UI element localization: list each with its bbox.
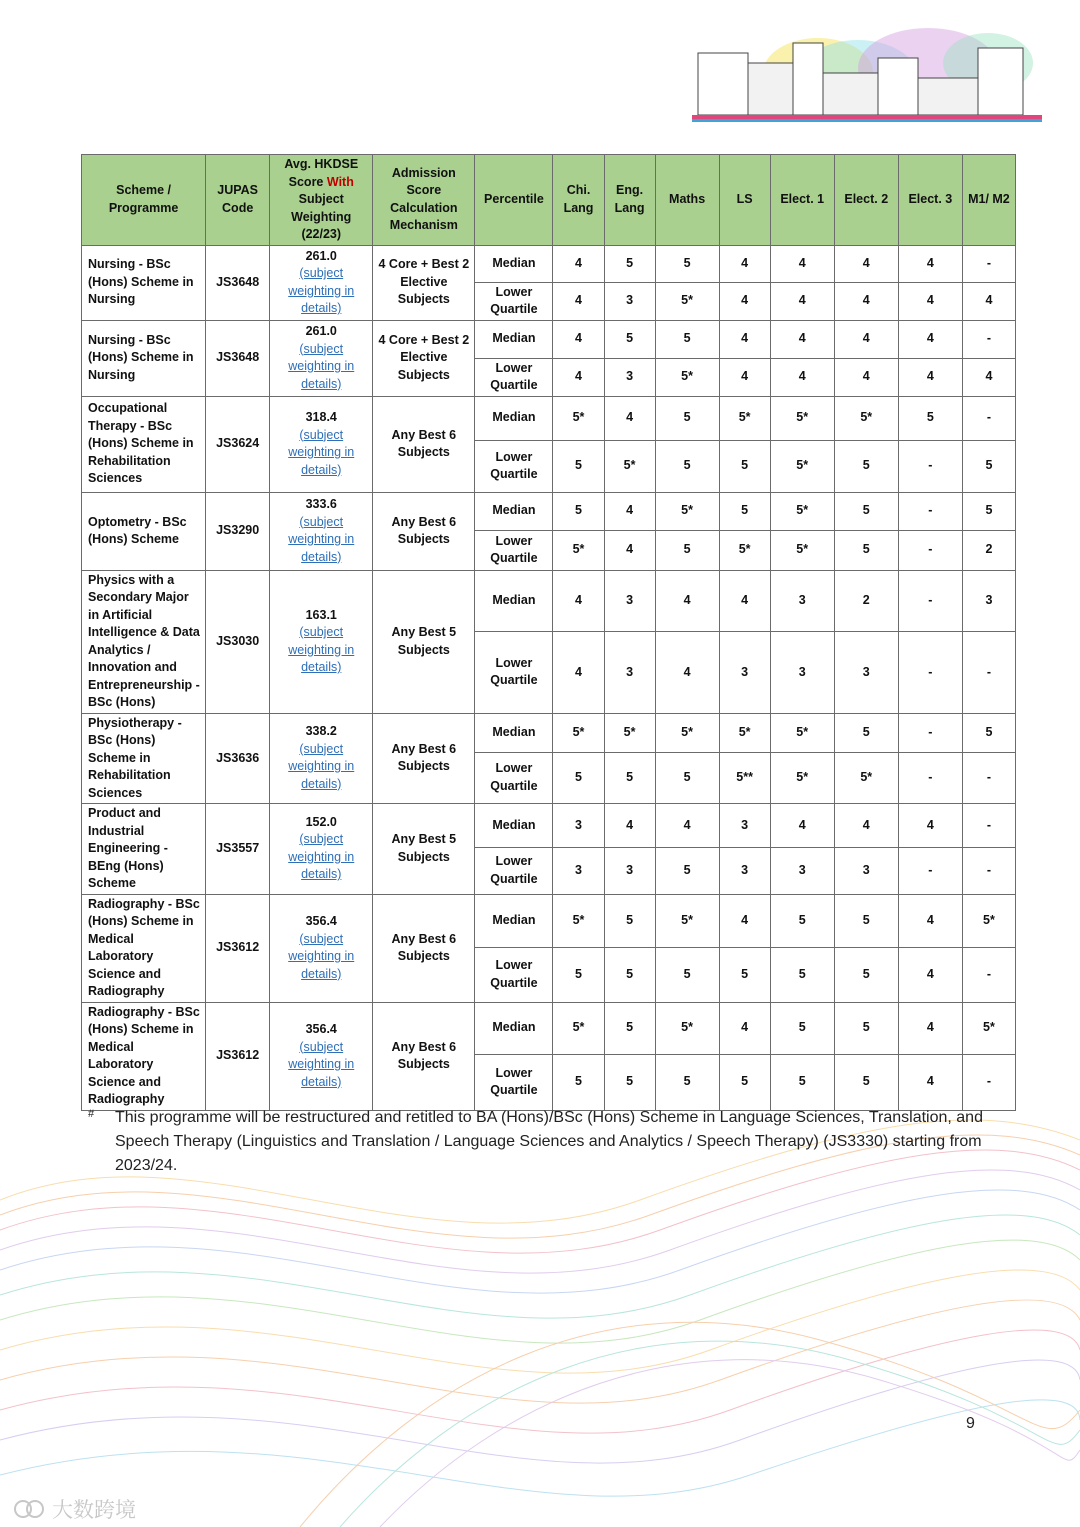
grade-eng-lang: 5 bbox=[604, 894, 655, 947]
subject-weighting-link[interactable]: (subject weighting in details) bbox=[288, 514, 355, 564]
grade-elect-1: 4 bbox=[770, 282, 834, 320]
grade-ls: 5 bbox=[719, 492, 770, 530]
grade-chi-lang: 4 bbox=[553, 320, 604, 358]
admission-mechanism: Any Best 6 Subjects bbox=[373, 396, 475, 492]
grade-elect-2: 3 bbox=[834, 632, 898, 713]
programme-name: Radiography - BSc (Hons) Scheme in Medical Laboratory Science and Radiography bbox=[82, 1002, 206, 1110]
grade-eng-lang: 4 bbox=[604, 530, 655, 570]
grade-elect-2: 5* bbox=[834, 396, 898, 440]
subject-weighting-link[interactable]: (subject weighting in details) bbox=[288, 931, 355, 981]
grade-elect-3: - bbox=[898, 848, 962, 894]
grade-elect-2: 4 bbox=[834, 804, 898, 848]
percentile-label: Median bbox=[475, 804, 553, 848]
grade-elect-1: 4 bbox=[770, 245, 834, 282]
programme-name: Optometry - BSc (Hons) Scheme bbox=[82, 492, 206, 570]
header-ls: LS bbox=[719, 155, 770, 246]
grade-chi-lang: 4 bbox=[553, 632, 604, 713]
grade-maths: 5 bbox=[655, 396, 719, 440]
avg-score-value: 261.0 bbox=[305, 324, 337, 338]
percentile-label: Lower Quartile bbox=[475, 358, 553, 396]
grade-m1-m2: - bbox=[962, 848, 1015, 894]
table-row bbox=[82, 570, 1016, 632]
footnote-text: This programme will be restructured and retitled to BA (Hons)/BSc (Hons) Scheme in Language Sciences, Translation, and Speech Therapy (Linguistics and Translation / Language Sciences and Analytics / Speech Therapy) (JS3330) starting from 2023/24. bbox=[115, 1109, 983, 1174]
grade-maths: 5* bbox=[655, 282, 719, 320]
percentile-label: Median bbox=[475, 492, 553, 530]
table-row bbox=[82, 713, 1016, 752]
avg-score-cell bbox=[270, 804, 373, 895]
percentile-label: Median bbox=[475, 245, 553, 282]
grade-elect-1: 5* bbox=[770, 752, 834, 803]
grade-ls: 4 bbox=[719, 570, 770, 632]
grade-eng-lang: 4 bbox=[604, 396, 655, 440]
grade-m1-m2: 5* bbox=[962, 894, 1015, 947]
header-admission-mechanism: Admission Score Calculation Mechanism bbox=[373, 155, 475, 246]
header-chi-lang: Chi. Lang bbox=[553, 155, 604, 246]
admission-mechanism: Any Best 6 Subjects bbox=[373, 492, 475, 570]
grade-elect-3: - bbox=[898, 530, 962, 570]
programme-name: Nursing - BSc (Hons) Scheme in Nursing bbox=[82, 245, 206, 320]
subject-weighting-link[interactable]: (subject weighting in details) bbox=[288, 741, 355, 791]
grade-elect-2: 3 bbox=[834, 848, 898, 894]
percentile-label: Lower Quartile bbox=[475, 752, 553, 803]
grade-m1-m2: - bbox=[962, 632, 1015, 713]
grade-elect-3: - bbox=[898, 713, 962, 752]
grade-maths: 5* bbox=[655, 492, 719, 530]
grade-elect-2: 5 bbox=[834, 713, 898, 752]
city-skyline-illustration bbox=[688, 18, 1050, 138]
grade-elect-3: 5 bbox=[898, 396, 962, 440]
grade-chi-lang: 5* bbox=[553, 713, 604, 752]
grade-elect-3: 4 bbox=[898, 358, 962, 396]
grade-ls: 4 bbox=[719, 282, 770, 320]
grade-ls: 3 bbox=[719, 848, 770, 894]
header-maths: Maths bbox=[655, 155, 719, 246]
grade-elect-3: 4 bbox=[898, 804, 962, 848]
percentile-label: Median bbox=[475, 894, 553, 947]
percentile-label: Lower Quartile bbox=[475, 632, 553, 713]
percentile-label: Lower Quartile bbox=[475, 530, 553, 570]
jupas-code: JS3557 bbox=[206, 804, 270, 895]
grade-maths: 5* bbox=[655, 713, 719, 752]
avg-score-value: 152.0 bbox=[305, 814, 337, 829]
grade-maths: 5 bbox=[655, 320, 719, 358]
grade-maths: 5* bbox=[655, 358, 719, 396]
grade-ls: 5 bbox=[719, 1054, 770, 1110]
grade-chi-lang: 4 bbox=[553, 358, 604, 396]
jupas-code: JS3290 bbox=[206, 492, 270, 570]
grade-eng-lang: 3 bbox=[604, 282, 655, 320]
subject-weighting-link[interactable]: (subject weighting in details) bbox=[288, 427, 355, 477]
grade-eng-lang: 5 bbox=[604, 320, 655, 358]
grade-elect-1: 4 bbox=[770, 358, 834, 396]
percentile-label: Median bbox=[475, 570, 553, 632]
grade-m1-m2: - bbox=[962, 320, 1015, 358]
table-body bbox=[82, 245, 1016, 1110]
grade-eng-lang: 4 bbox=[604, 804, 655, 848]
table-header-row bbox=[82, 155, 1016, 246]
grade-maths: 5* bbox=[655, 1002, 719, 1054]
grade-elect-2: 4 bbox=[834, 282, 898, 320]
avg-score-cell bbox=[270, 713, 373, 804]
grade-maths: 5 bbox=[655, 752, 719, 803]
header-percentile: Percentile bbox=[475, 155, 553, 246]
grade-elect-2: 5 bbox=[834, 1002, 898, 1054]
page-number: 9 bbox=[966, 1415, 975, 1432]
grade-chi-lang: 5* bbox=[553, 396, 604, 440]
grade-elect-2: 5 bbox=[834, 1054, 898, 1110]
grade-elect-3: - bbox=[898, 632, 962, 713]
programme-name: Product and Industrial Engineering - BEng (Hons) Scheme bbox=[82, 804, 206, 895]
grade-eng-lang: 3 bbox=[604, 632, 655, 713]
admission-mechanism: Any Best 6 Subjects bbox=[373, 713, 475, 804]
grade-elect-1: 3 bbox=[770, 848, 834, 894]
avg-score-value: 261.0 bbox=[305, 248, 337, 263]
table-row bbox=[82, 1002, 1016, 1054]
grade-m1-m2: - bbox=[962, 804, 1015, 848]
grade-eng-lang: 3 bbox=[604, 358, 655, 396]
grade-elect-2: 5* bbox=[834, 752, 898, 803]
percentile-label: Median bbox=[475, 1002, 553, 1054]
avg-score-value: 356.4 bbox=[305, 1022, 337, 1036]
avg-score-value: 163.1 bbox=[305, 607, 337, 622]
grade-ls: 5* bbox=[719, 530, 770, 570]
header-eng-lang: Eng. Lang bbox=[604, 155, 655, 246]
grade-eng-lang: 3 bbox=[604, 570, 655, 632]
grade-ls: 4 bbox=[719, 245, 770, 282]
header-elect-1: Elect. 1 bbox=[770, 155, 834, 246]
grade-elect-3: - bbox=[898, 492, 962, 530]
grade-eng-lang: 4 bbox=[604, 492, 655, 530]
grade-chi-lang: 5 bbox=[553, 752, 604, 803]
grade-ls: 5 bbox=[719, 947, 770, 1002]
grade-chi-lang: 4 bbox=[553, 245, 604, 282]
grade-m1-m2: - bbox=[962, 245, 1015, 282]
grade-chi-lang: 5 bbox=[553, 492, 604, 530]
table-row bbox=[82, 320, 1016, 358]
grade-elect-1: 5 bbox=[770, 1054, 834, 1110]
table-row bbox=[82, 804, 1016, 848]
grade-elect-3: 4 bbox=[898, 947, 962, 1002]
grade-eng-lang: 5 bbox=[604, 947, 655, 1002]
percentile-label: Median bbox=[475, 320, 553, 358]
grade-elect-2: 5 bbox=[834, 894, 898, 947]
jupas-code: JS3612 bbox=[206, 894, 270, 1002]
percentile-label: Lower Quartile bbox=[475, 1054, 553, 1110]
grade-elect-3: 4 bbox=[898, 320, 962, 358]
header-jupas-code: JUPAS Code bbox=[206, 155, 270, 246]
grade-elect-3: 4 bbox=[898, 1002, 962, 1054]
grade-m1-m2: - bbox=[962, 947, 1015, 1002]
avg-score-cell bbox=[270, 396, 373, 492]
header-elect-3: Elect. 3 bbox=[898, 155, 962, 246]
programme-name: Physics with a Secondary Major in Artificial Intelligence & Data Analytics / Innovation and Entrepreneurship - BSc (Hons) bbox=[82, 570, 206, 713]
avg-score-cell bbox=[270, 894, 373, 1002]
admission-mechanism: Any Best 6 Subjects bbox=[373, 894, 475, 1002]
subject-weighting-link[interactable]: (subject weighting in details) bbox=[288, 266, 355, 315]
grade-m1-m2: - bbox=[962, 396, 1015, 440]
grade-maths: 5 bbox=[655, 947, 719, 1002]
grade-m1-m2: - bbox=[962, 752, 1015, 803]
grade-elect-3: 4 bbox=[898, 282, 962, 320]
grade-elect-3: 4 bbox=[898, 245, 962, 282]
watermark-text: 大数跨境 bbox=[52, 1499, 136, 1522]
header-avg-score: Avg. HKDSE Score With Subject Weighting (22/23) bbox=[270, 155, 373, 246]
grade-chi-lang: 5 bbox=[553, 440, 604, 492]
percentile-label: Median bbox=[475, 713, 553, 752]
grade-maths: 5 bbox=[655, 245, 719, 282]
grade-m1-m2: - bbox=[962, 1054, 1015, 1110]
grade-elect-3: - bbox=[898, 752, 962, 803]
grade-chi-lang: 5 bbox=[553, 947, 604, 1002]
admission-mechanism: Any Best 5 Subjects bbox=[373, 570, 475, 713]
grade-eng-lang: 5 bbox=[604, 752, 655, 803]
grade-maths: 5* bbox=[655, 894, 719, 947]
avg-score-value: 356.4 bbox=[305, 914, 337, 928]
grade-ls: 3 bbox=[719, 632, 770, 713]
avg-score-value: 338.2 bbox=[305, 724, 337, 739]
grade-maths: 4 bbox=[655, 570, 719, 632]
avg-score-cell bbox=[270, 320, 373, 396]
jupas-code: JS3648 bbox=[206, 245, 270, 320]
table-row bbox=[82, 894, 1016, 947]
grade-eng-lang: 3 bbox=[604, 848, 655, 894]
grade-elect-1: 4 bbox=[770, 804, 834, 848]
grade-elect-2: 2 bbox=[834, 570, 898, 632]
grade-m1-m2: 5 bbox=[962, 492, 1015, 530]
grade-chi-lang: 4 bbox=[553, 282, 604, 320]
grade-chi-lang: 5* bbox=[553, 894, 604, 947]
grade-maths: 5 bbox=[655, 530, 719, 570]
grade-chi-lang: 5* bbox=[553, 1002, 604, 1054]
programme-name: Nursing - BSc (Hons) Scheme in Nursing bbox=[82, 320, 206, 396]
grade-elect-3: - bbox=[898, 570, 962, 632]
percentile-label: Lower Quartile bbox=[475, 848, 553, 894]
grade-elect-1: 5* bbox=[770, 492, 834, 530]
grade-ls: 3 bbox=[719, 804, 770, 848]
subject-weighting-link[interactable]: (subject weighting in details) bbox=[288, 625, 355, 674]
grade-elect-1: 3 bbox=[770, 632, 834, 713]
grade-ls: 5* bbox=[719, 396, 770, 440]
grade-elect-2: 4 bbox=[834, 320, 898, 358]
header-m1-m2: M1/ M2 bbox=[962, 155, 1015, 246]
grade-ls: 4 bbox=[719, 1002, 770, 1054]
grade-ls: 4 bbox=[719, 320, 770, 358]
table-row bbox=[82, 492, 1016, 530]
admission-mechanism: Any Best 6 Subjects bbox=[373, 1002, 475, 1110]
grade-elect-2: 5 bbox=[834, 530, 898, 570]
grade-elect-1: 5* bbox=[770, 440, 834, 492]
grade-elect-2: 4 bbox=[834, 245, 898, 282]
grade-ls: 5** bbox=[719, 752, 770, 803]
grade-eng-lang: 5 bbox=[604, 245, 655, 282]
grade-eng-lang: 5* bbox=[604, 713, 655, 752]
jupas-code: JS3612 bbox=[206, 1002, 270, 1110]
grade-chi-lang: 3 bbox=[553, 848, 604, 894]
grade-m1-m2: 4 bbox=[962, 358, 1015, 396]
avg-score-cell bbox=[270, 1002, 373, 1110]
grade-maths: 4 bbox=[655, 632, 719, 713]
grade-elect-3: 4 bbox=[898, 894, 962, 947]
admission-mechanism: Any Best 5 Subjects bbox=[373, 804, 475, 895]
grade-elect-2: 5 bbox=[834, 492, 898, 530]
grade-elect-1: 5 bbox=[770, 947, 834, 1002]
jupas-code: JS3030 bbox=[206, 570, 270, 713]
grade-chi-lang: 4 bbox=[553, 570, 604, 632]
jupas-code: JS3636 bbox=[206, 713, 270, 804]
grade-chi-lang: 5 bbox=[553, 1054, 604, 1110]
programme-name: Physiotherapy - BSc (Hons) Scheme in Rehabilitation Sciences bbox=[82, 713, 206, 804]
grade-eng-lang: 5* bbox=[604, 440, 655, 492]
grade-eng-lang: 5 bbox=[604, 1054, 655, 1110]
grade-m1-m2: 2 bbox=[962, 530, 1015, 570]
grade-m1-m2: 5* bbox=[962, 1002, 1015, 1054]
grade-maths: 4 bbox=[655, 804, 719, 848]
grade-elect-2: 5 bbox=[834, 947, 898, 1002]
grade-elect-2: 5 bbox=[834, 440, 898, 492]
grade-elect-1: 5* bbox=[770, 396, 834, 440]
subject-weighting-link[interactable]: (subject weighting in details) bbox=[288, 832, 355, 882]
watermark bbox=[12, 1494, 136, 1524]
grade-ls: 5* bbox=[719, 713, 770, 752]
programme-name: Occupational Therapy - BSc (Hons) Scheme in Rehabilitation Sciences bbox=[82, 396, 206, 492]
grade-elect-1: 3 bbox=[770, 570, 834, 632]
jupas-code: JS3624 bbox=[206, 396, 270, 492]
avg-score-cell bbox=[270, 570, 373, 713]
grade-chi-lang: 5* bbox=[553, 530, 604, 570]
subject-weighting-link[interactable]: (subject weighting in details) bbox=[288, 341, 355, 391]
avg-score-cell bbox=[270, 492, 373, 570]
grade-m1-m2: 3 bbox=[962, 570, 1015, 632]
grade-elect-1: 5 bbox=[770, 894, 834, 947]
percentile-label: Lower Quartile bbox=[475, 440, 553, 492]
table-row bbox=[82, 245, 1016, 282]
grade-maths: 5 bbox=[655, 440, 719, 492]
grade-elect-3: - bbox=[898, 440, 962, 492]
grade-m1-m2: 5 bbox=[962, 440, 1015, 492]
percentile-label: Median bbox=[475, 396, 553, 440]
grade-elect-1: 5* bbox=[770, 713, 834, 752]
percentile-label: Lower Quartile bbox=[475, 947, 553, 1002]
grade-ls: 5 bbox=[719, 440, 770, 492]
programme-name: Radiography - BSc (Hons) Scheme in Medical Laboratory Science and Radiography bbox=[82, 894, 206, 1002]
avg-score-cell bbox=[270, 245, 373, 320]
grade-chi-lang: 3 bbox=[553, 804, 604, 848]
footnote bbox=[88, 1106, 998, 1178]
admission-scores-table bbox=[81, 154, 1016, 1111]
table-row bbox=[82, 396, 1016, 440]
grade-elect-1: 5 bbox=[770, 1002, 834, 1054]
grade-ls: 4 bbox=[719, 358, 770, 396]
watermark-logo-icon bbox=[12, 1498, 46, 1520]
footnote-mark: # bbox=[88, 1108, 95, 1120]
grade-ls: 4 bbox=[719, 894, 770, 947]
subject-weighting-link[interactable]: (subject weighting in details) bbox=[288, 1039, 355, 1089]
grade-elect-1: 5* bbox=[770, 530, 834, 570]
jupas-code: JS3648 bbox=[206, 320, 270, 396]
admission-mechanism: 4 Core + Best 2 Elective Subjects bbox=[373, 320, 475, 396]
grade-eng-lang: 5 bbox=[604, 1002, 655, 1054]
header-elect-2: Elect. 2 bbox=[834, 155, 898, 246]
percentile-label: Lower Quartile bbox=[475, 282, 553, 320]
avg-score-value: 333.6 bbox=[305, 497, 337, 511]
grade-elect-3: 4 bbox=[898, 1054, 962, 1110]
admission-mechanism: 4 Core + Best 2 Elective Subjects bbox=[373, 245, 475, 320]
header-scheme: Scheme / Programme bbox=[82, 155, 206, 246]
grade-elect-1: 4 bbox=[770, 320, 834, 358]
avg-score-value: 318.4 bbox=[305, 410, 337, 424]
grade-maths: 5 bbox=[655, 1054, 719, 1110]
grade-m1-m2: 5 bbox=[962, 713, 1015, 752]
grade-elect-2: 4 bbox=[834, 358, 898, 396]
grade-m1-m2: 4 bbox=[962, 282, 1015, 320]
grade-maths: 5 bbox=[655, 848, 719, 894]
